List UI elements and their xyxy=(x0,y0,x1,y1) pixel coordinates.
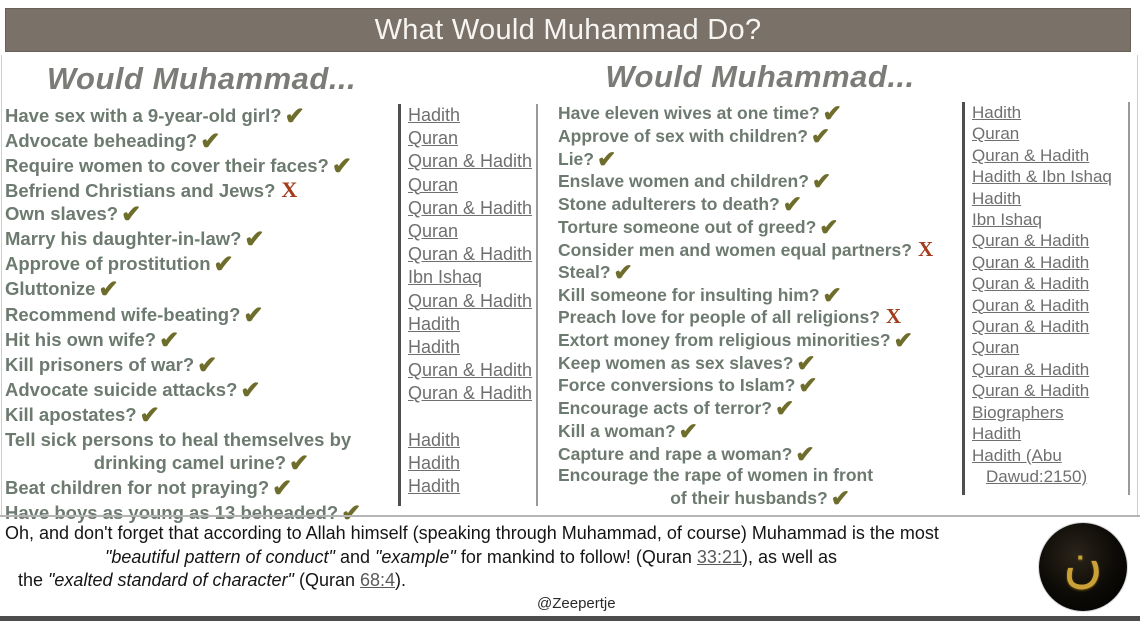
source-link[interactable]: Hadith & Ibn Ishaq xyxy=(972,167,1112,187)
question-text: Befriend Christians and Jews? xyxy=(5,180,276,202)
source-row xyxy=(408,150,536,173)
question-row xyxy=(558,465,962,509)
question-row xyxy=(558,281,962,308)
source-link[interactable]: Quran & Hadith xyxy=(972,231,1090,251)
source-row xyxy=(972,273,1128,294)
bottom-bar xyxy=(0,616,1140,621)
source-link[interactable]: Quran & Hadith xyxy=(408,244,533,265)
questions-list xyxy=(5,104,398,526)
source-link[interactable]: Quran & Hadith xyxy=(972,359,1090,379)
question-text: Stone adulterers to death? xyxy=(558,194,780,214)
source-row xyxy=(972,166,1128,187)
source-row xyxy=(972,102,1128,123)
footer-text-segment: the xyxy=(18,570,49,590)
footer-text-segment: (Quran xyxy=(293,570,360,590)
check-icon: ✔ xyxy=(830,484,850,511)
source-row xyxy=(972,359,1128,380)
footer-text-segment: "example" xyxy=(374,546,456,567)
footer-text-segment: ). xyxy=(395,570,407,590)
check-icon: ✔ xyxy=(121,201,142,229)
footer-text-segment: ), as well as xyxy=(741,546,837,567)
check-icon: ✔ xyxy=(197,351,218,379)
source-link[interactable]: Ibn Ishaq xyxy=(408,267,483,288)
question-row xyxy=(558,122,962,149)
question-text: Marry his daughter-in-law? xyxy=(5,228,242,250)
question-text: Have eleven wives at one time? xyxy=(558,103,820,123)
check-icon: ✔ xyxy=(243,301,264,329)
question-row xyxy=(558,397,962,420)
panel-heading: Would Muhammad... xyxy=(46,61,357,96)
question-text: Own slaves? xyxy=(5,203,119,225)
check-icon: ✔ xyxy=(341,500,362,528)
question-text: Encourage the rape of women in front xyxy=(558,465,874,486)
source-link[interactable]: Hadith xyxy=(408,429,461,450)
question-row xyxy=(558,417,962,444)
question-row xyxy=(5,277,398,302)
footer-text-segment: and xyxy=(334,546,375,567)
source-row xyxy=(972,123,1128,144)
source-link[interactable]: Quran & Hadith xyxy=(408,290,533,311)
cross-icon: X xyxy=(885,304,902,329)
question-text xyxy=(5,451,398,476)
question-text: Advocate suicide attacks? xyxy=(5,378,238,400)
source-link[interactable]: Hadith xyxy=(408,476,461,497)
left-frame-line xyxy=(1,55,2,515)
source-row xyxy=(972,209,1128,230)
check-icon: ✔ xyxy=(272,475,293,503)
footer-line-1: Oh, and don't forget that according to Allah himself (speaking through Muhammad, of course) Muhammad is the most xyxy=(5,523,939,543)
source-row xyxy=(972,445,1128,488)
author-handle: @Zeepertje xyxy=(537,595,616,612)
question-text: Approve of prostitution xyxy=(5,253,211,275)
check-icon: ✔ xyxy=(240,376,261,404)
source-row xyxy=(972,230,1128,251)
footer-text xyxy=(5,522,1025,593)
source-row xyxy=(408,382,536,405)
question-text: Kill someone for insulting him? xyxy=(558,284,820,305)
question-text: Have sex with a 9-year-old girl? xyxy=(5,105,282,126)
source-link[interactable]: Quran xyxy=(972,338,1020,358)
check-icon: ✔ xyxy=(200,128,221,156)
question-row xyxy=(5,202,398,227)
question-text: Recommend wife-beating? xyxy=(5,303,241,325)
source-row xyxy=(972,188,1128,209)
check-icon: ✔ xyxy=(98,276,119,304)
source-row xyxy=(408,359,536,382)
source-link[interactable]: Quran & Hadith xyxy=(972,274,1090,294)
question-text: Keep women as sex slaves? xyxy=(558,352,794,373)
source-link[interactable]: Quran & Hadith xyxy=(972,295,1090,315)
question-text: Consider men and women equal partners? xyxy=(558,239,912,260)
question-text: Kill prisoners of war? xyxy=(5,353,195,375)
source-row xyxy=(972,145,1128,166)
question-row xyxy=(5,154,398,179)
source-link[interactable]: Quran & Hadith xyxy=(408,360,533,381)
source-row xyxy=(408,429,536,452)
question-text: Encourage acts of terror? xyxy=(558,398,772,419)
nazarene-symbol-logo xyxy=(1039,523,1127,611)
question-row xyxy=(5,129,398,154)
question-row xyxy=(5,227,398,252)
check-icon: ✔ xyxy=(822,281,842,308)
check-icon: ✔ xyxy=(139,401,160,429)
panel-right xyxy=(558,56,1136,509)
question-text: Force conversions to Islam? xyxy=(558,375,796,396)
source-link[interactable]: Quran & Hadith xyxy=(972,381,1090,401)
source-row xyxy=(408,475,536,498)
source-link[interactable]: Hadith xyxy=(972,103,1022,122)
question-text: Hit his own wife? xyxy=(5,328,157,350)
check-icon: ✔ xyxy=(811,168,831,195)
check-icon: ✔ xyxy=(213,251,234,279)
question-row xyxy=(5,303,398,328)
question-row xyxy=(5,378,398,403)
source-row xyxy=(408,266,536,289)
question-row xyxy=(5,252,398,277)
check-icon: ✔ xyxy=(596,145,617,172)
question-text: Gluttonize xyxy=(5,278,96,300)
cross-icon: X xyxy=(281,177,298,203)
source-link[interactable]: Hadith xyxy=(972,424,1022,444)
check-icon: ✔ xyxy=(795,440,815,467)
question-row xyxy=(558,213,962,240)
source-row xyxy=(408,313,536,336)
question-row xyxy=(558,102,962,125)
question-text: Beat children for not praying? xyxy=(5,477,270,499)
source-row xyxy=(972,252,1128,273)
source-row xyxy=(408,290,536,313)
source-link[interactable]: Quran & Hadith xyxy=(972,145,1090,165)
question-row xyxy=(558,145,962,172)
source-row xyxy=(972,337,1128,358)
check-icon: ✔ xyxy=(822,100,842,126)
page-title: What Would Muhammad Do? xyxy=(374,13,762,46)
source-link[interactable]: Quran & Hadith xyxy=(408,151,533,172)
check-icon: ✔ xyxy=(796,349,816,376)
question-row xyxy=(558,258,962,285)
arabic-nun-icon: ن xyxy=(1063,531,1103,594)
question-text: Have boys as young as 13 beheaded? xyxy=(5,502,339,524)
header-bar xyxy=(5,8,1131,52)
question-row xyxy=(5,104,398,129)
question-text: Steal? xyxy=(558,261,611,282)
source-link[interactable]: Quran & Hadith xyxy=(972,252,1090,272)
panel-left xyxy=(5,56,540,526)
question-row xyxy=(5,179,398,202)
question-text: drinking camel urine? xyxy=(93,451,287,473)
question-text: Approve of sex with children? xyxy=(558,125,808,146)
source-link[interactable]: Quran xyxy=(408,174,459,195)
question-text: Tell sick persons to heal themselves by xyxy=(5,428,352,450)
source-row xyxy=(408,197,536,220)
source-row xyxy=(972,316,1128,337)
question-text xyxy=(558,484,962,511)
footer-text-segment: for mankind to follow! (Quran xyxy=(455,546,697,567)
question-row xyxy=(5,428,398,476)
sources-list xyxy=(398,104,538,506)
check-icon: ✔ xyxy=(819,213,839,240)
check-icon: ✔ xyxy=(798,372,818,399)
source-link[interactable]: Quran xyxy=(408,128,459,149)
question-text: of their husbands? xyxy=(670,487,828,508)
source-link[interactable]: Ibn Ishaq xyxy=(972,210,1042,230)
source-row xyxy=(408,220,536,243)
question-row xyxy=(5,476,398,501)
source-link[interactable]: Quran & Hadith xyxy=(408,383,533,404)
question-row xyxy=(558,236,962,261)
sources-list xyxy=(962,102,1130,495)
source-link[interactable]: Quran xyxy=(972,124,1020,144)
question-row xyxy=(558,326,962,353)
check-icon: ✔ xyxy=(289,449,310,477)
check-icon: ✔ xyxy=(893,326,913,353)
footer-line-3 xyxy=(5,569,1025,593)
right-frame-line xyxy=(1137,55,1138,515)
source-link[interactable]: Hadith xyxy=(408,105,461,125)
source-row xyxy=(408,243,536,266)
source-link[interactable]: Hadith xyxy=(972,188,1022,208)
check-icon: ✔ xyxy=(331,153,352,181)
source-link[interactable]: Quran xyxy=(408,221,459,242)
source-link[interactable]: Hadith xyxy=(408,337,461,358)
check-icon: ✔ xyxy=(284,103,305,130)
source-row xyxy=(972,423,1128,444)
question-text: Require women to cover their faces? xyxy=(5,155,329,177)
question-row xyxy=(558,440,962,467)
source-link[interactable]: Hadith (Abu Dawud:2150) xyxy=(972,445,1088,486)
source-link[interactable]: Hadith xyxy=(408,313,461,334)
source-link[interactable]: Hadith xyxy=(408,453,461,474)
source-row xyxy=(408,452,536,475)
question-row xyxy=(558,170,962,193)
question-text: Advocate beheading? xyxy=(5,130,198,152)
question-row xyxy=(558,306,962,328)
source-row xyxy=(408,127,536,150)
question-row xyxy=(558,193,962,216)
question-text: Kill a woman? xyxy=(558,420,676,441)
source-row xyxy=(408,336,536,359)
check-icon: ✔ xyxy=(810,122,830,149)
check-icon: ✔ xyxy=(244,226,265,254)
question-text: Extort money from religious minorities? xyxy=(558,329,891,350)
question-row xyxy=(558,374,962,397)
check-icon: ✔ xyxy=(678,417,698,444)
check-icon: ✔ xyxy=(613,258,633,285)
check-icon: ✔ xyxy=(774,395,795,422)
question-row xyxy=(558,349,962,376)
quran-ref-link[interactable]: 33:21 xyxy=(696,546,742,567)
source-row xyxy=(408,174,536,197)
question-text: Preach love for people of all religions? xyxy=(558,307,880,328)
questions-list xyxy=(558,102,962,509)
check-icon: ✔ xyxy=(782,191,802,217)
source-row xyxy=(972,380,1128,401)
source-link[interactable]: Biographers xyxy=(972,402,1064,422)
footer-line-2 xyxy=(5,546,1025,570)
question-row xyxy=(5,403,398,428)
source-row xyxy=(972,295,1128,316)
question-row xyxy=(5,328,398,353)
question-text: Kill apostates? xyxy=(5,403,137,425)
question-text: Lie? xyxy=(558,148,594,169)
footer-divider xyxy=(0,515,1140,517)
cross-icon: X xyxy=(917,236,934,261)
source-link[interactable]: Quran & Hadith xyxy=(408,197,533,218)
source-link[interactable]: Quran & Hadith xyxy=(972,317,1090,337)
question-row xyxy=(5,353,398,378)
source-row xyxy=(408,104,536,127)
quran-ref-link[interactable]: 68:4 xyxy=(359,570,396,590)
footer-text-segment: "exalted standard of character" xyxy=(48,570,294,590)
source-spacer xyxy=(408,406,536,429)
questions-column xyxy=(558,56,962,509)
questions-column xyxy=(5,56,398,526)
question-text: Enslave women and children? xyxy=(558,171,809,192)
footer-text-segment: "beautiful pattern of conduct" xyxy=(105,546,335,567)
source-row xyxy=(972,402,1128,423)
panel-heading: Would Muhammad... xyxy=(605,59,915,94)
question-text: Torture someone out of greed? xyxy=(558,216,817,237)
question-text: Capture and rape a woman? xyxy=(558,443,793,464)
check-icon: ✔ xyxy=(159,326,180,354)
